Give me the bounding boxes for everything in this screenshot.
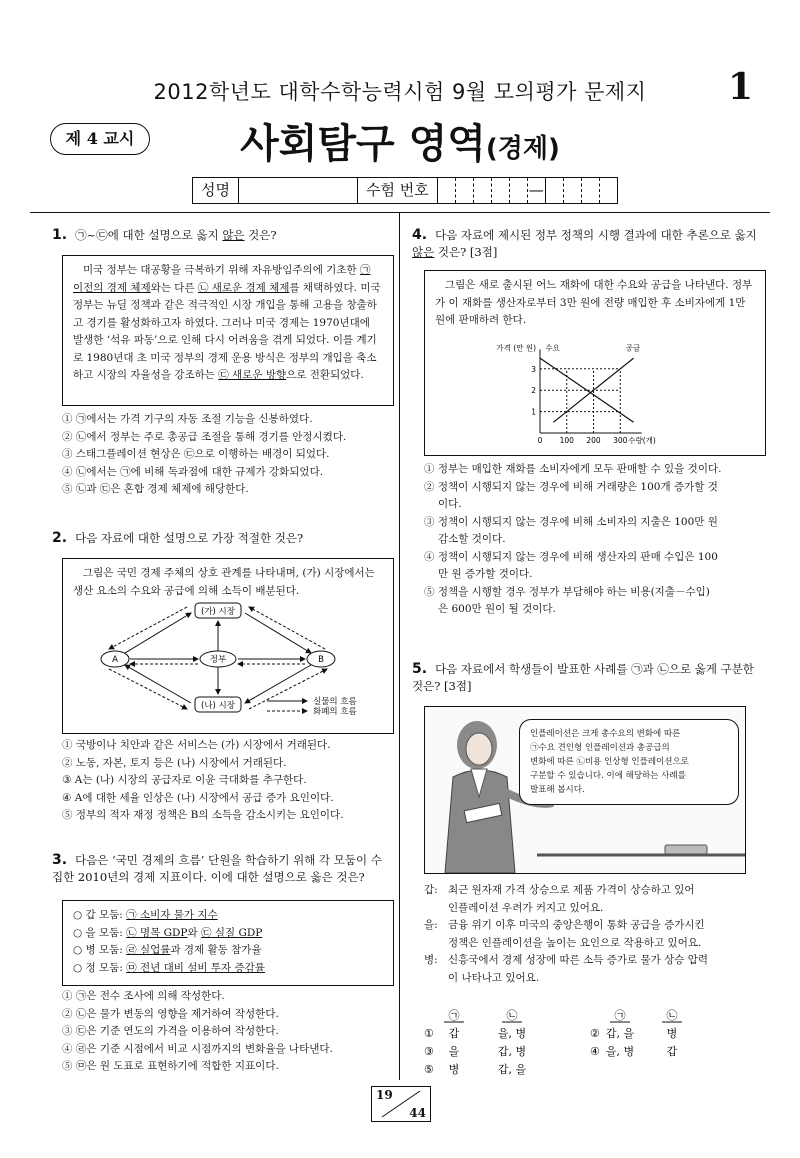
bubble-line: ㉠수요 견인형 인플레이션과 총공급의 <box>530 743 670 753</box>
bubble-line: 구분할 수 있습니다. 이에 해당하는 사례를 <box>530 771 686 781</box>
student-answer-text: 금융 위기 이후 미국의 중앙은행이 통화 공급을 증가시킨 <box>448 919 705 931</box>
circular-flow-diagram <box>63 599 373 719</box>
y-tick-label: 3 <box>531 364 536 374</box>
q2-passage <box>62 558 394 734</box>
bubble-line: 변화에 따른 ㉡비용 인상형 인플레이션으로 <box>530 757 689 767</box>
q5-student-answers <box>424 882 769 987</box>
svg-text:갑: 갑 <box>666 1045 678 1058</box>
name-field[interactable] <box>239 178 358 203</box>
student-name <box>424 970 448 988</box>
option[interactable]: ⑤ ㉤은 원 도표로 표현하기에 적합한 지표이다. <box>62 1060 279 1072</box>
choice-1 <box>424 1026 526 1040</box>
exam-number-digit[interactable] <box>582 178 600 203</box>
exam-number-digit[interactable] <box>510 178 528 203</box>
option[interactable]: ① 국방이나 치안과 같은 서비스는 (가) 시장에서 거래된다. <box>62 739 331 751</box>
option[interactable]: ② ㉡은 물가 변동의 영향을 제거하여 작성한다. <box>62 1007 279 1020</box>
student-answer-line <box>424 952 769 970</box>
option[interactable]: ① 정부는 매입한 재화를 소비자에게 모두 판매할 수 있을 것이다. <box>424 463 722 475</box>
x-tick-label: 100 <box>559 436 574 445</box>
legend-real-label: 실물의 흐름 <box>313 697 357 707</box>
exam-number-digit[interactable] <box>564 178 582 203</box>
q1-passage: 미국 정부는 대공황을 극복하기 위해 자유방임주의에 기초한 ㉠ 이전의 경제 체제와는 다른 ㉡ 새로운 경제 체제를 채택하였다. 미국 정부는 뉴딜 정책과 같은 적극적인 시장 개입을 통해 고용을 창출하고 경기를 활성화하고자 하였다. 그러나 미국 경제는 1970년대에 발생한 ‘석유 파동’으로 인해 다시 어려움을 겪게 되었다. 이를 계기로 1980년대 초 미국 정부의 경제 운용 방식은 정부의 개입을 축소하고 시장의 자율성을 강조하는 ㉢ 새로운 방향으로 전환되었다. <box>62 255 394 406</box>
indicator-line: ○ 정 모둠: ㉤ 전년 대비 설비 투자 증감률 <box>73 961 265 974</box>
q3-indicator-box <box>62 900 394 986</box>
page-footer <box>371 1086 431 1122</box>
flow-a-to-ga <box>125 613 191 653</box>
student-answer-text: 이 나타나고 있어요. <box>448 971 540 984</box>
option[interactable]: ⑤ ㉡과 ㉢은 혼합 경제 체제에 해당한다. <box>62 483 249 495</box>
q4-options <box>424 461 764 619</box>
choice-5 <box>424 1062 526 1076</box>
money-b-to-ga <box>249 607 325 649</box>
option[interactable]: ③ 정책이 시행되지 않는 경우에 비해 소비자의 지출은 100만 원 <box>424 515 718 528</box>
option[interactable]: ④ 정책이 시행되지 않는 경우에 비해 생산자의 판매 수입은 100 <box>424 550 718 563</box>
option[interactable]: ④ A에 대한 세율 인상은 (나) 시장에서 공급 증가 요인이다. <box>62 791 334 804</box>
option[interactable]: ④ ㉣은 기준 시점에서 비교 시점까지의 변화율을 나타낸다. <box>62 1042 333 1055</box>
svg-text:을, 병: 을, 병 <box>497 1027 527 1040</box>
subject-sub: (경제) <box>485 134 560 164</box>
option[interactable]: ③ 스태그플레이션 현상은 ㉢으로 이행하는 배경이 되었다. <box>62 448 330 460</box>
exam-number-digit[interactable] <box>546 178 564 203</box>
q4-passage <box>424 270 766 456</box>
x-tick-label: 0 <box>537 436 543 445</box>
indicator-line: ○ 을 모둠: ㉡ 명목 GDP와 ㉢ 실질 GDP <box>73 926 263 939</box>
node-a-label: A <box>112 655 118 665</box>
question-4 <box>412 227 762 261</box>
svg-text:을: 을 <box>448 1045 460 1058</box>
page-number: 1 <box>728 66 754 108</box>
question-2 <box>52 530 392 547</box>
question-prompt: 다음은 ‘국민 경제의 흐름’ 단원을 학습하기 위해 각 모둠이 수집한 2010년의 경제 지표이다. 이에 대한 설명으로 옳은 것은? <box>52 853 382 884</box>
money-a-to-na <box>109 669 187 709</box>
q2-passage-text: 그림은 국민 경제 주체의 상호 관계를 나타내며, (가) 시장에서는 생산 요소의 수요와 공급에 의해 소득이 배분된다. <box>73 567 375 597</box>
student-answer-line <box>424 917 769 935</box>
student-answer-text: 정책은 인플레이션을 높이는 요인으로 작용하고 있어요. <box>448 936 702 949</box>
q5-illustration <box>424 706 746 874</box>
col-a-header: ㉠ <box>448 1009 460 1022</box>
y-tick-label: 1 <box>531 407 536 417</box>
svg-text:갑: 갑 <box>448 1027 460 1040</box>
option-continuation: 감소할 것이다. <box>438 533 506 545</box>
node-b-label: B <box>318 655 324 665</box>
legend-money-label: 화폐의 흐름 <box>313 707 357 717</box>
svg-text:③: ③ <box>424 1045 434 1058</box>
bubble-line: 인플레이션은 크게 총수요의 변화에 따른 <box>530 729 681 739</box>
question-5 <box>412 661 762 695</box>
node-gov-label: 정부 <box>209 655 227 665</box>
y-tick-label: 2 <box>531 386 536 396</box>
col-b-header: ㉡ <box>506 1009 518 1022</box>
option[interactable]: ② 정책이 시행되지 않는 경우에 비해 거래량은 100개 증가할 것 <box>424 480 718 493</box>
svg-text:갑, 병: 갑, 병 <box>497 1045 527 1058</box>
money-ga-to-a <box>109 607 187 649</box>
question-number: 3. <box>52 852 68 868</box>
student-answer-line <box>424 935 769 953</box>
teacher-face <box>466 733 492 765</box>
question-prompt: 다음 자료에 대한 설명으로 가장 적절한 것은? <box>75 531 304 545</box>
question-number: 4. <box>412 227 428 243</box>
student-name: 을: <box>424 919 438 931</box>
question-1 <box>52 227 392 244</box>
student-name: 갑: <box>424 884 438 896</box>
y-axis-label: 가격 (만 원) <box>496 343 536 353</box>
question-prompt-end: 것은? [3점] <box>434 245 498 259</box>
col-a-header: ㉠ <box>614 1009 626 1022</box>
option[interactable]: ① ㉠은 전수 조사에 의해 작성한다. <box>62 990 225 1002</box>
option[interactable]: ② ㉡에서 정부는 주로 총공급 조절을 통해 경기를 안정시켰다. <box>62 430 347 443</box>
option[interactable]: ③ A는 (나) 시장의 공급자로 이윤 극대화를 추구한다. <box>62 774 307 786</box>
x-tick-label: 200 <box>586 436 601 445</box>
option[interactable]: ② 노동, 자본, 토지 등은 (나) 시장에서 거래된다. <box>62 756 287 769</box>
option[interactable]: ⑤ 정부의 적자 재정 정책은 B의 소득을 감소시키는 요인이다. <box>62 809 344 821</box>
series-label-supply: 공급 <box>625 343 641 353</box>
q3-options <box>62 988 392 1076</box>
indicator-line: ○ 갑 모둠: ㉠ 소비자 물가 지수 <box>73 909 218 921</box>
choice-2 <box>590 1026 677 1040</box>
flow-na-to-a <box>125 665 191 703</box>
question-prompt-emphasis: 않은 <box>222 228 245 242</box>
subject-title <box>0 112 800 169</box>
exam-number-digit[interactable] <box>492 178 510 203</box>
svg-text:④: ④ <box>590 1045 600 1058</box>
header-rule <box>30 212 770 213</box>
question-number: 1. <box>52 227 68 243</box>
column-divider <box>399 212 400 1080</box>
question-number: 5. <box>412 661 428 677</box>
market-ga-label: (가) 시장 <box>201 607 235 617</box>
q2-options <box>62 737 392 825</box>
student-answer-text: 인플레이션 우려가 커지고 있어요. <box>448 901 604 914</box>
subject-main: 사회탐구 영역 <box>240 121 486 167</box>
question-prompt: 다음 자료에서 학생들이 발표한 사례를 ㉠과 ㉡으로 옳게 구분한 것은? [3점] <box>412 662 754 693</box>
svg-text:①: ① <box>424 1027 434 1040</box>
exam-title: 2012학년도 대학수학능력시험 9월 모의평가 문제지 <box>153 80 647 104</box>
speech-bubble <box>519 719 739 805</box>
footer-page: 19 <box>376 1088 393 1102</box>
flow-ga-to-b <box>245 613 311 653</box>
q4-passage-text: 그림은 새로 출시된 어느 재화에 대한 수요와 공급을 나타낸다. 정부가 이 재화를 생산자로부터 3만 원에 전량 매입한 후 소비자에게 1만 원에 판매하려 한다. <box>435 279 753 326</box>
svg-text:을, 병: 을, 병 <box>605 1045 635 1058</box>
exam-number-digit[interactable] <box>474 178 492 203</box>
flow-b-to-na <box>245 665 311 703</box>
supply-demand-chart <box>425 333 745 445</box>
question-number: 2. <box>52 530 68 546</box>
choice-4 <box>590 1044 678 1058</box>
eraser-icon <box>665 845 707 854</box>
svg-text:⑤: ⑤ <box>424 1063 434 1076</box>
question-prompt: ㉠~㉢에 대한 설명으로 옳지 <box>75 228 223 242</box>
student-name <box>424 935 448 953</box>
market-na-label: (나) 시장 <box>201 701 235 711</box>
exam-number-dash: — <box>528 178 546 203</box>
question-3 <box>52 852 392 886</box>
option[interactable]: ⑤ 정책을 시행할 경우 정부가 부담해야 하는 비용(지출－수입) <box>424 585 710 598</box>
svg-text:②: ② <box>590 1027 600 1040</box>
col-b-header: ㉡ <box>666 1009 678 1022</box>
id-row <box>192 177 618 204</box>
student-answer-line <box>424 900 769 918</box>
student-name <box>424 900 448 918</box>
series-line-0 <box>540 358 634 422</box>
choice-3 <box>424 1044 526 1058</box>
option[interactable]: ③ ㉢은 기준 연도의 가격을 이용하여 작성한다. <box>62 1025 279 1037</box>
option[interactable]: ① ㉠에서는 가격 기구의 자동 조절 기능을 신봉하였다. <box>62 413 313 425</box>
bubble-line: 발표해 봅시다. <box>530 785 585 795</box>
exam-number-label: 수험 번호 <box>358 178 438 203</box>
name-label: 성명 <box>193 178 239 203</box>
question-prompt-end: 것은? <box>244 228 277 242</box>
q5-choices <box>424 1007 764 1103</box>
exam-number-digit[interactable] <box>456 178 474 203</box>
question-prompt: 다음 자료에 제시된 정부 정책의 시행 결과에 대한 추론으로 옳지 <box>435 228 757 242</box>
option[interactable]: ④ ㉡에서는 ㉠에 비해 독과점에 대한 규제가 강화되었다. <box>62 465 324 478</box>
student-name: 병: <box>424 954 438 966</box>
svg-text:병: 병 <box>448 1063 460 1076</box>
x-axis-label: 수량(개) <box>628 436 656 445</box>
exam-number-digit[interactable] <box>600 178 617 203</box>
svg-text:갑, 을: 갑, 을 <box>605 1027 635 1040</box>
session-badge: 제 4 교시 <box>50 123 150 155</box>
option-continuation: 이다. <box>438 498 462 510</box>
student-answer-line <box>424 970 769 988</box>
footer-total: 44 <box>409 1106 426 1120</box>
student-answer-text: 최근 원자재 가격 상승으로 제품 가격이 상승하고 있어 <box>448 884 695 896</box>
student-answer-line <box>424 882 769 900</box>
svg-text:병: 병 <box>666 1027 678 1040</box>
indicator-line: ○ 병 모둠: ㉣ 실업률과 경제 활동 참가율 <box>73 944 262 956</box>
svg-text:갑, 을: 갑, 을 <box>497 1063 527 1076</box>
x-tick-label: 300 <box>613 436 628 445</box>
question-prompt-emphasis: 않은 <box>412 245 435 259</box>
student-answer-text: 신흥국에서 경제 성장에 따른 소득 증가로 물가 상승 압력 <box>448 954 708 966</box>
option-continuation: 은 600만 원이 될 것이다. <box>438 603 556 615</box>
exam-number-digit[interactable] <box>438 178 456 203</box>
option-continuation: 만 원 증가할 것이다. <box>438 568 533 580</box>
q1-options <box>62 411 392 499</box>
series-label-demand: 수요 <box>545 343 560 353</box>
